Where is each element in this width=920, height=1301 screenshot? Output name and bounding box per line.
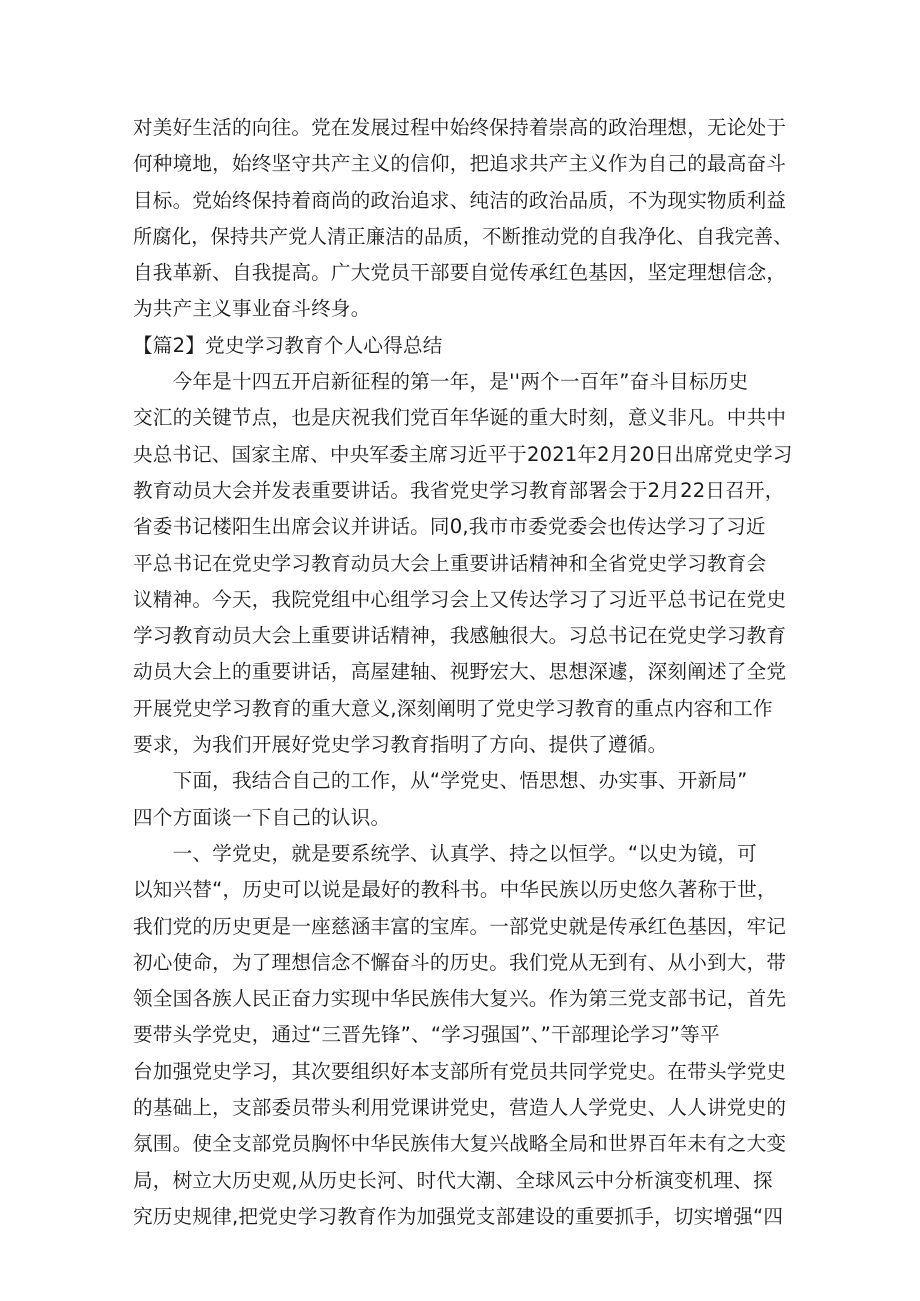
text-line: 我们党的历史更是一座慈涵丰富的宝库。一部党史就是传承红色基因，牢记 bbox=[133, 914, 787, 938]
text-line: 学习教育动员大会上重要讲话精神，我感触很大。习总书记在党史学习教育 bbox=[133, 624, 787, 648]
text-line: 动员大会上的重要讲话，高屋建轴、视野宏大、思想深遽，深刻阐述了全党 bbox=[133, 660, 787, 684]
text-line: 省委书记楼阳生出席会议并讲话。同0,我市市委党委会也传达学习了习近 bbox=[133, 515, 766, 539]
text-line: 四个方面谈一下自己的认识。 bbox=[133, 805, 391, 829]
text-line: 交汇的关键节点，也是庆祝我们党百年华诞的重大时刻，意义非凡。中共中 bbox=[133, 406, 787, 430]
text-line: 【篇2】党史学习教育个人心得总结 bbox=[133, 333, 443, 357]
text-line: 要求，为我们开展好党史学习教育指明了方向、提供了遵循。 bbox=[133, 733, 668, 757]
text-line: 开展党史学习教育的重大意义,深刻阐明了党史学习教育的重点内容和工作 bbox=[133, 696, 773, 720]
text-line: 所腐化，保持共产党人清正廉洁的品质，不断推动党的自我净化、自我完善、 bbox=[133, 224, 793, 248]
text-line: 究历史规律,把党史学习教育作为加强党支部建设的重要抓手，切实增强“四 bbox=[133, 1204, 784, 1228]
text-line: 氛围。使全支部党员胸怀中华民族伟大复兴战略全局和世界百年未有之大变 bbox=[133, 1132, 787, 1156]
text-line: 自我革新、自我提高。广大党员干部要自觉传承红色基因，坚定理想信念， bbox=[133, 261, 787, 285]
text-line: 初心使命，为了理想信念不懈奋斗的历史。我们党从无到有、从小到大，带 bbox=[133, 950, 787, 974]
text-line: 台加强党史学习，其次要组织好本支部所有党员共同学党史。在带头学党史 bbox=[133, 1059, 787, 1083]
text-line: 局，树立大历史观,从历史长河、时代大潮、全球风云中分析演变机理、探 bbox=[133, 1168, 773, 1192]
text-line: 要带头学党史，通过“三晋先锋”、“学习强国”、”干部理论学习”等平 bbox=[133, 1023, 720, 1047]
document-body bbox=[133, 110, 793, 1235]
text-line: 教育动员大会并发表重要讲话。我省党史学习教育部署会于2月22日召开， bbox=[133, 478, 785, 502]
text-line: 央总书记、国家主席、中央军委主席习近平于2021年2月20日出席党史学习 bbox=[133, 442, 793, 466]
text-line: 对美好生活的向往。党在发展过程中始终保持着崇高的政治理想，无论处于 bbox=[133, 116, 787, 139]
text-line: 议精神。今天，我院党组中心组学习会上又传达学习了习近平总书记在党史 bbox=[133, 587, 787, 611]
text-line: 以知兴替“，历史可以说是最好的教科书。中华民族以历史悠久著称于世， bbox=[133, 878, 777, 902]
text-line: 的基础上，支部委员带头利用党课讲党史，营造人人学党史、人人讲党史的 bbox=[133, 1096, 787, 1120]
text-line: 一、学党史，就是要系统学、认真学、持之以恒学。“以史为镜，可 bbox=[133, 841, 757, 865]
text-line: 目标。党始终保持着商尚的政治追求、纯洁的政治品质，不为现实物质利益 bbox=[133, 188, 787, 212]
text-line: 领全国各族人民正奋力实现中华民族伟大复兴。作为第三党支部书记，首先 bbox=[133, 987, 787, 1011]
text-line: 平总书记在党史学习教育动员大会上重要讲话精神和全省党史学习教育会 bbox=[133, 551, 767, 575]
text-line: 今年是十四五开启新征程的第一年，是''两个一百年”奋斗目标历史 bbox=[133, 370, 749, 394]
text-line: 何种境地，始终坚守共产主义的信仰，把追求共产主义作为自己的最高奋斗 bbox=[133, 152, 787, 176]
text-line: 为共产主义事业奋斗终身。 bbox=[133, 297, 371, 321]
text-line: 下面，我结合自己的工作，从“学党史、悟思想、办实事、开新局” bbox=[133, 769, 748, 793]
